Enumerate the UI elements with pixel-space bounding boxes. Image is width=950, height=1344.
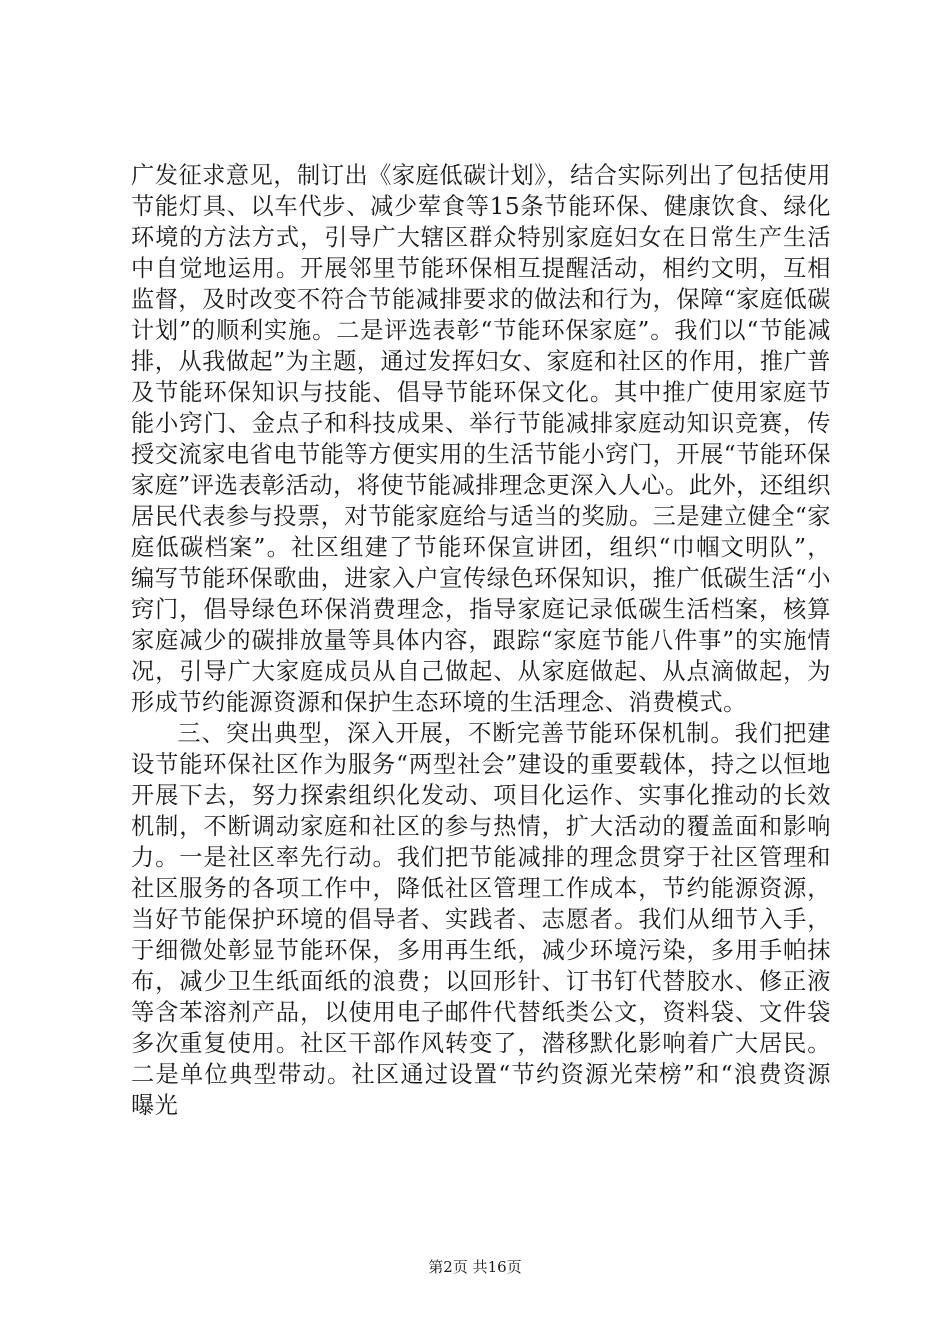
paragraph-2: 三、突出典型，深入开展，不断完善节能环保机制。我们把建设节能环保社区作为服务“两型社会”建设的重要载体，持之以恒地开展下去，努力探索组织化发动、项目化运作、实事化推动的长效机制，不断调动家庭和社区的参与热情，扩大活动的覆盖面和影响力。一是社区率先行动。我们把节能减排的理念贯穿于社区管理和社区服务的各项工作中，降低社区管理工作成本，节约能源资源，当好节能保护环境的倡导者、实践者、志愿者。我们从细节入手，于细微处彰显节能环保，多用再生纸，减少环境污染，多用手帕抹布，减少卫生纸面纸的浪费；以回形针、订书钉代替胶水、修正液等含苯溶剂产品，以使用电子邮件代替纸类公文，资料袋、文件袋多次重复使用。社区干部作风转变了，潜移默化影响着广大居民。二是单位典型带动。社区通过设置“节约资源光荣榜”和“浪费资源曝光	[131, 720, 831, 1119]
page-footer: 第2页 共16页	[428, 1258, 522, 1276]
paragraph-1: 广发征求意见，制订出《家庭低碳计划》，结合实际列出了包括使用节能灯具、以车代步、减少荤食等15条节能环保、健康饮食、绿化环境的方法方式，引导广大辖区群众特别家庭妇女在日常生产生活中自觉地运用。开展邻里节能环保相互提醒活动，相约文明，互相监督，及时改变不符合节能减排要求的做法和行为，保障“家庭低碳计划”的顺利实施。二是评选表彰“节能环保家庭”。我们以“节能减排，从我做起”为主题，通过发挥妇女、家庭和社区的作用，推广普及节能环保知识与技能、倡导节能环保文化。其中推广使用家庭节能小窍门、金点子和科技成果、举行节能减排家庭动知识竞赛，传授交流家电省电节能等方便实用的生活节能小窍门，开展“节能环保家庭”评选表彰活动，将使节能减排理念更深入人心。此外，还组织居民代表参与投票，对节能家庭给与适当的奖励。三是建立健全“家庭低碳档案”。社区组建了节能环保宣讲团，组织“巾帼文明队”，编写节能环保歌曲，进家入户宣传绿色环保知识，推广低碳生活“小窍门，倡导绿色环保消费理念，指导家庭记录低碳生活档案，核算家庭减少的碳排放量等具体内容，跟踪“家庭节能八件事”的实施情况，引导广大家庭成员从自己做起、从家庭做起、从点滴做起，为形成节约能源资源和保护生态环境的生活理念、消费模式。	[131, 162, 831, 716]
body-text	[131, 160, 831, 1121]
